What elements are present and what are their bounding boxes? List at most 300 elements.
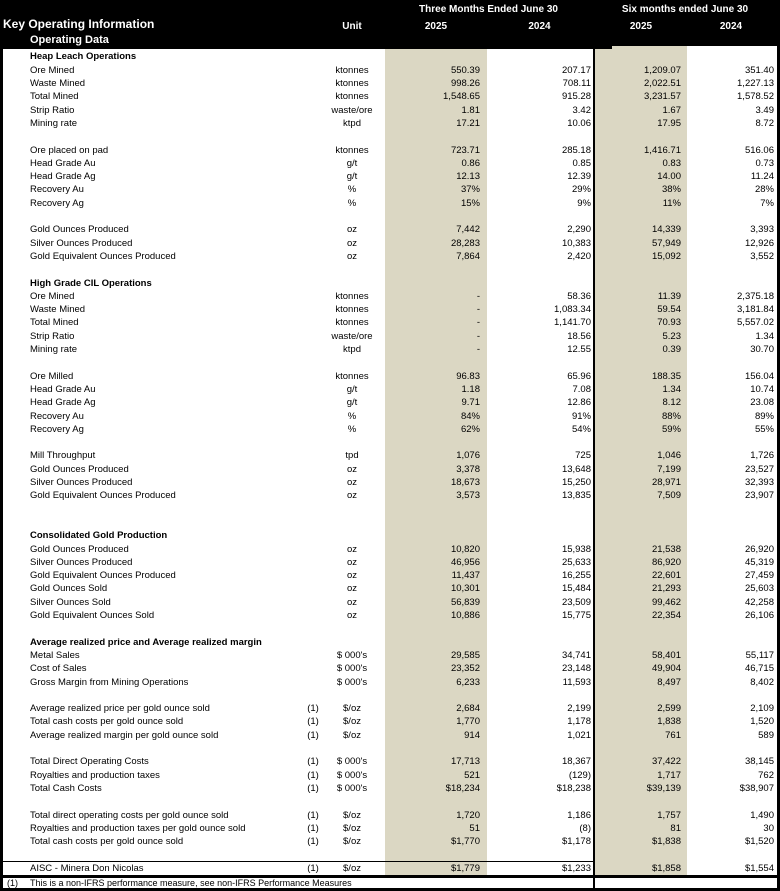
column-group-six-months: Six months ended June 30 (621, 4, 749, 15)
value-q2-2025: 3,573 (456, 490, 480, 502)
value-6m-2024: 516.06 (744, 144, 774, 156)
unit-cell: ktonnes (335, 78, 369, 89)
value-q2-2025: 3,378 (456, 463, 480, 475)
spacer-row (3, 130, 777, 143)
value-q2-2025: $1,770 (450, 836, 480, 848)
value-6m-2024: 3,552 (750, 250, 774, 262)
table-row (3, 809, 777, 822)
footnote-reference: (1) (307, 716, 319, 728)
table-row (3, 769, 777, 782)
value-6m-2024: 25,603 (744, 583, 774, 595)
unit-cell: ktonnes (335, 370, 369, 382)
row-label: Recovery Au (30, 410, 84, 422)
unit-cell: oz (346, 224, 358, 236)
value-6m-2024: 1,578.52 (737, 91, 774, 103)
row-label: Cost of Sales (30, 663, 87, 675)
value-6m-2024: 46,715 (744, 663, 774, 675)
table-row (3, 77, 777, 90)
value-6m-2024: 1,520 (750, 716, 774, 728)
value-q2-2024: 25,633 (561, 556, 591, 568)
value-q2-2025: 62% (460, 423, 480, 435)
unit-cell: ktonnes (335, 317, 369, 329)
table-row (3, 729, 777, 742)
unit-cell: ktonnes (335, 144, 369, 156)
value-q2-2024: $1,233 (561, 862, 591, 874)
table-row (3, 144, 777, 157)
value-q2-2025: 7,864 (456, 250, 480, 262)
unit-cell: ktpd (343, 344, 361, 355)
value-q2-2025: 1,770 (456, 716, 480, 728)
row-label: Waste Mined (30, 304, 86, 316)
value-6m-2024: 1,490 (750, 809, 774, 821)
value-q2-2025: 56,839 (450, 596, 480, 608)
value-q2-2024: 915.28 (561, 91, 591, 103)
value-q2-2024: 18,367 (561, 756, 591, 768)
value-6m-2025: 59.54 (657, 304, 681, 316)
value-6m-2025: 70.93 (657, 317, 681, 329)
value-q2-2024: 15,938 (561, 543, 591, 555)
table-row (3, 223, 777, 236)
value-q2-2025: 51 (469, 822, 480, 834)
spacer-row (3, 356, 777, 369)
unit-cell: oz (346, 250, 358, 262)
unit-cell: $/oz (343, 836, 361, 848)
unit-cell: $/oz (343, 862, 361, 874)
unit-cell: $/oz (343, 703, 361, 715)
row-label: Total Cash Costs (30, 782, 102, 794)
value-q2-2025: 0.86 (461, 157, 480, 169)
unit-cell: $/oz (343, 716, 361, 728)
value-q2-2025: 10,886 (450, 610, 480, 621)
unit-cell: g/t (346, 397, 358, 409)
footnote-reference: (1) (307, 809, 319, 821)
value-6m-2025: 1,757 (657, 809, 681, 821)
unit-cell: oz (346, 543, 358, 555)
value-q2-2025: 96.83 (456, 370, 480, 382)
table-row (3, 183, 777, 196)
column-group-three-months: Three Months Ended June 30 (419, 4, 558, 15)
value-q2-2025: 15% (460, 197, 480, 209)
unit-cell: oz (346, 556, 358, 568)
value-6m-2024: 8.72 (755, 117, 774, 129)
value-6m-2025: 188.35 (651, 370, 681, 382)
value-6m-2024: 89% (754, 410, 774, 422)
value-6m-2024: 2,375.18 (737, 290, 774, 302)
value-6m-2024: 3,181.84 (737, 304, 774, 316)
value-6m-2024: 156.04 (744, 370, 774, 382)
table-row (3, 250, 777, 263)
row-label: Gold Equivalent Ounces Produced (30, 250, 176, 262)
row-label: Total direct operating costs per gold ounce sold (30, 809, 229, 821)
unit-cell: oz (346, 463, 358, 475)
year-header-6m-2025: 2025 (629, 21, 653, 32)
unit-cell: g/t (346, 171, 358, 183)
row-label: Total cash costs per gold ounce sold (30, 836, 184, 848)
row-label: Waste Mined (30, 78, 86, 89)
value-q2-2024: (8) (579, 822, 591, 834)
unit-cell: ktpd (343, 117, 361, 129)
value-6m-2025: 0.83 (662, 157, 681, 169)
value-q2-2025: 46,956 (450, 556, 480, 568)
value-q2-2024: 1,021 (567, 729, 591, 741)
unit-cell: $ 000's (336, 782, 368, 794)
table-row (3, 423, 777, 436)
value-q2-2024: 12.39 (567, 171, 591, 183)
page-subtitle: Operating Data (30, 34, 109, 46)
row-label: Ore Milled (30, 370, 74, 382)
table-row (3, 64, 777, 77)
table-row (3, 117, 777, 130)
value-q2-2025: 1.18 (461, 383, 480, 395)
unit-cell: % (347, 184, 357, 196)
header-underline-step (0, 46, 612, 49)
unit-cell: waste/ore (331, 330, 373, 342)
row-label: Total Mined (30, 317, 79, 329)
row-label: Ore placed on pad (30, 144, 109, 156)
row-label: Ore Mined (30, 64, 75, 76)
row-label: Recovery Ag (30, 423, 84, 435)
unit-cell: $ 000's (336, 769, 368, 781)
value-6m-2025: 14,339 (651, 224, 681, 236)
table-header (0, 0, 780, 46)
value-6m-2024: 23,907 (744, 490, 774, 502)
spacer-row (3, 210, 777, 223)
footnote-reference: (1) (307, 862, 319, 874)
value-q2-2024: 23,148 (561, 663, 591, 675)
value-q2-2024: 10,383 (561, 237, 591, 249)
value-6m-2024: 11.24 (750, 171, 774, 183)
row-label: Average realized price per gold ounce sold (30, 703, 210, 715)
value-6m-2024: 42,258 (744, 596, 774, 608)
value-6m-2024: 5,557.02 (737, 317, 774, 329)
value-6m-2024: 8,402 (750, 676, 774, 688)
value-6m-2025: 38% (661, 184, 681, 196)
value-q2-2024: $18,238 (556, 782, 591, 794)
value-6m-2024: 1.34 (755, 330, 774, 342)
table-row (3, 316, 777, 329)
section-header-row (3, 50, 777, 63)
unit-cell: $ 000's (336, 676, 368, 688)
spacer-row (3, 263, 777, 276)
value-q2-2025: 723.71 (450, 144, 480, 156)
value-q2-2024: 13,835 (561, 490, 591, 502)
table-row (3, 449, 777, 462)
row-label: Silver Ounces Sold (30, 596, 111, 608)
value-6m-2024: 30.70 (750, 344, 774, 355)
value-q2-2025: - (476, 304, 480, 316)
footnote-reference: (1) (307, 782, 319, 794)
row-label: Head Grade Au (30, 157, 96, 169)
row-label: Mining rate (30, 344, 77, 355)
value-q2-2024: 1,178 (567, 716, 591, 728)
unit-cell: $/oz (343, 822, 361, 834)
value-q2-2024: 23,509 (561, 596, 591, 608)
value-6m-2024: 762 (758, 769, 774, 781)
value-6m-2024: 3,393 (750, 224, 774, 236)
table-row (3, 370, 777, 383)
value-q2-2025: 521 (464, 769, 480, 781)
value-q2-2025: 9.71 (461, 397, 480, 409)
value-6m-2025: 49,904 (651, 663, 681, 675)
value-6m-2024: 27,459 (744, 570, 774, 582)
value-q2-2025: 29,585 (450, 649, 480, 661)
section-header-row (3, 277, 777, 290)
unit-cell: ktonnes (335, 304, 369, 316)
table-row (3, 702, 777, 715)
table-row (3, 410, 777, 423)
value-q2-2024: 91% (571, 410, 591, 422)
unit-cell: oz (346, 596, 358, 608)
value-6m-2024: 0.73 (755, 157, 774, 169)
value-q2-2024: 285.18 (561, 144, 591, 156)
row-label: Gross Margin from Mining Operations (30, 676, 189, 688)
period-divider-line (593, 46, 595, 888)
footnote-reference: (1) (307, 822, 319, 834)
value-q2-2024: 7.08 (572, 383, 591, 395)
table-row (3, 676, 777, 689)
unit-cell: $/oz (343, 729, 361, 741)
table-row (3, 543, 777, 556)
value-6m-2024: 3.49 (755, 104, 774, 116)
footnote-row (3, 878, 777, 888)
value-q2-2025: 6,233 (456, 676, 480, 688)
footnote-reference: (1) (307, 729, 319, 741)
value-6m-2025: 1,416.71 (644, 144, 681, 156)
unit-column-header: Unit (342, 21, 362, 32)
unit-cell: waste/ore (331, 104, 373, 116)
unit-cell: oz (346, 610, 358, 621)
table-row (3, 157, 777, 170)
value-6m-2025: 17.95 (657, 117, 681, 129)
value-6m-2025: 0.39 (662, 344, 681, 355)
value-q2-2024: 10.06 (567, 117, 591, 129)
table-row (3, 662, 777, 675)
row-label: Gold Ounces Produced (30, 463, 129, 475)
value-6m-2024: 351.40 (744, 64, 774, 76)
table-row (3, 715, 777, 728)
value-q2-2024: 54% (571, 423, 591, 435)
value-q2-2025: 12.13 (456, 171, 480, 183)
value-6m-2025: 99,462 (651, 596, 681, 608)
row-label: Recovery Ag (30, 197, 84, 209)
row-label: High Grade CIL Operations (30, 277, 152, 289)
table-row (3, 476, 777, 489)
value-6m-2025: 1,838 (657, 716, 681, 728)
value-6m-2024: 28% (754, 184, 774, 196)
unit-cell: $ 000's (336, 756, 368, 768)
value-q2-2024: 1,186 (567, 809, 591, 821)
value-q2-2025: 84% (460, 410, 480, 422)
value-6m-2024: 7% (760, 197, 774, 209)
row-label: Strip Ratio (30, 104, 75, 116)
value-q2-2024: 2,199 (567, 703, 591, 715)
value-q2-2024: 1,141.70 (554, 317, 591, 329)
row-label: Gold Ounces Sold (30, 583, 108, 595)
spacer-row (3, 689, 777, 702)
table-row (3, 489, 777, 502)
row-label: Metal Sales (30, 649, 80, 661)
unit-cell: oz (346, 583, 358, 595)
value-q2-2024: 1,083.34 (554, 304, 591, 316)
row-label: Recovery Au (30, 184, 84, 196)
row-label: Royalties and production taxes per gold ounce sold (30, 822, 246, 834)
value-q2-2025: - (476, 290, 480, 302)
row-label: Strip Ratio (30, 330, 75, 342)
row-label: Average realized price and Average realized margin (30, 636, 262, 648)
row-label: Consolidated Gold Production (30, 530, 168, 542)
value-6m-2024: 38,145 (744, 756, 774, 768)
value-6m-2025: 1,046 (657, 450, 681, 462)
row-label: Average realized margin per gold ounce sold (30, 729, 219, 741)
value-q2-2025: - (476, 344, 480, 355)
unit-cell: g/t (346, 157, 358, 169)
page-title: Key Operating Information (3, 17, 155, 31)
unit-cell: ktonnes (335, 64, 369, 76)
spacer-row (3, 516, 777, 529)
table-row (3, 396, 777, 409)
value-q2-2024: 58.36 (567, 290, 591, 302)
value-q2-2024: 29% (571, 184, 591, 196)
footnote-reference: (1) (307, 703, 319, 715)
value-q2-2025: - (476, 317, 480, 329)
unit-cell: ktonnes (335, 290, 369, 302)
table-row (3, 649, 777, 662)
row-label: AISC - Minera Don Nicolas (30, 862, 144, 874)
table-body (3, 46, 777, 875)
row-label: Ore Mined (30, 290, 75, 302)
unit-cell: oz (346, 490, 358, 502)
value-6m-2025: 58,401 (651, 649, 681, 661)
value-6m-2025: 21,538 (651, 543, 681, 555)
unit-cell: $/oz (343, 809, 361, 821)
value-6m-2024: 1,227.13 (737, 78, 774, 89)
value-6m-2025: 15,092 (651, 250, 681, 262)
value-6m-2024: 45,319 (744, 556, 774, 568)
value-q2-2024: 2,420 (567, 250, 591, 262)
row-label: Head Grade Au (30, 383, 96, 395)
value-6m-2024: 1,726 (750, 450, 774, 462)
value-q2-2024: 725 (575, 450, 591, 462)
row-label: Silver Ounces Produced (30, 237, 133, 249)
row-label: Total Direct Operating Costs (30, 756, 149, 768)
unit-cell: g/t (346, 383, 358, 395)
year-header-q2-2024: 2024 (528, 21, 551, 32)
table-row (3, 463, 777, 476)
table-row (3, 822, 777, 835)
value-6m-2024: 55,117 (745, 649, 774, 661)
table-row (3, 609, 777, 622)
table-row (3, 197, 777, 210)
value-q2-2025: 11,437 (451, 570, 480, 582)
footnote-marker: (1) (7, 878, 18, 888)
value-q2-2024: 2,290 (567, 224, 591, 236)
value-q2-2024: $1,178 (561, 836, 591, 848)
value-q2-2025: 1,548.65 (443, 91, 480, 103)
table-row (3, 330, 777, 343)
year-header-6m-2024: 2024 (719, 21, 743, 32)
value-6m-2025: 22,354 (651, 610, 681, 621)
value-6m-2024: 26,106 (744, 610, 774, 621)
unit-cell: $ 000's (336, 663, 368, 675)
value-6m-2025: 2,022.51 (644, 78, 681, 89)
value-q2-2025: 2,684 (456, 703, 480, 715)
unit-cell: oz (346, 570, 358, 582)
spacer-row (3, 795, 777, 808)
value-q2-2024: 34,741 (561, 649, 591, 661)
value-q2-2024: 65.96 (567, 370, 591, 382)
value-6m-2025: 88% (661, 410, 681, 422)
value-6m-2024: 30 (763, 822, 774, 834)
year-header-q2-2025: 2025 (424, 21, 448, 32)
value-q2-2024: 11,593 (562, 676, 591, 688)
value-6m-2025: 7,509 (657, 490, 681, 502)
footnote-text: This is a non-IFRS performance measure, see non-IFRS Performance Measures (30, 878, 352, 888)
value-6m-2024: 55% (754, 423, 774, 435)
row-label: Gold Ounces Produced (30, 224, 129, 236)
table-row (3, 556, 777, 569)
value-6m-2025: 11% (662, 197, 681, 209)
value-6m-2025: 2,599 (657, 703, 681, 715)
unit-cell: % (347, 423, 357, 435)
value-6m-2025: $39,139 (646, 782, 681, 794)
value-q2-2025: 10,820 (450, 543, 480, 555)
value-6m-2025: 1.34 (662, 383, 681, 395)
value-q2-2024: 18.56 (567, 330, 591, 342)
value-q2-2025: 10,301 (450, 583, 480, 595)
value-q2-2024: 12.55 (567, 344, 591, 355)
value-6m-2025: 81 (670, 822, 681, 834)
unit-cell: ktonnes (335, 91, 369, 103)
value-q2-2025: 1,076 (456, 450, 480, 462)
value-6m-2024: 10.74 (750, 383, 774, 395)
value-6m-2024: 32,393 (744, 477, 774, 488)
value-6m-2025: 1.67 (662, 104, 681, 116)
value-q2-2025: 550.39 (450, 64, 480, 76)
unit-cell: $ 000's (336, 649, 368, 661)
value-6m-2024: 23,527 (744, 463, 774, 475)
value-6m-2025: 8.12 (662, 397, 681, 409)
value-6m-2024: 589 (758, 729, 774, 741)
table-row (3, 104, 777, 117)
value-6m-2025: 8,497 (657, 676, 681, 688)
value-6m-2025: 1,717 (657, 769, 681, 781)
value-q2-2024: 15,250 (561, 477, 591, 488)
value-q2-2024: 207.17 (561, 64, 591, 76)
spacer-row (3, 436, 777, 449)
value-6m-2025: 22,601 (651, 570, 681, 582)
section-header-row (3, 529, 777, 542)
value-q2-2025: 998.26 (450, 78, 480, 89)
table-row (3, 862, 777, 875)
value-q2-2025: 1.81 (461, 104, 480, 116)
unit-cell: oz (346, 237, 358, 249)
value-6m-2025: 86,920 (651, 556, 681, 568)
table-row (3, 303, 777, 316)
value-6m-2025: 11.39 (657, 290, 681, 302)
table-row (3, 596, 777, 609)
value-q2-2024: 16,255 (561, 570, 591, 582)
table-row (3, 90, 777, 103)
row-label: Silver Ounces Produced (30, 556, 133, 568)
value-q2-2025: 7,442 (456, 224, 480, 236)
value-6m-2024: $38,907 (739, 782, 774, 794)
row-label: Mill Throughput (30, 450, 96, 462)
table-row (3, 569, 777, 582)
footnote-reference: (1) (307, 769, 319, 781)
table-row (3, 343, 777, 356)
value-q2-2025: 1,720 (456, 809, 480, 821)
row-label: Gold Ounces Produced (30, 543, 129, 555)
